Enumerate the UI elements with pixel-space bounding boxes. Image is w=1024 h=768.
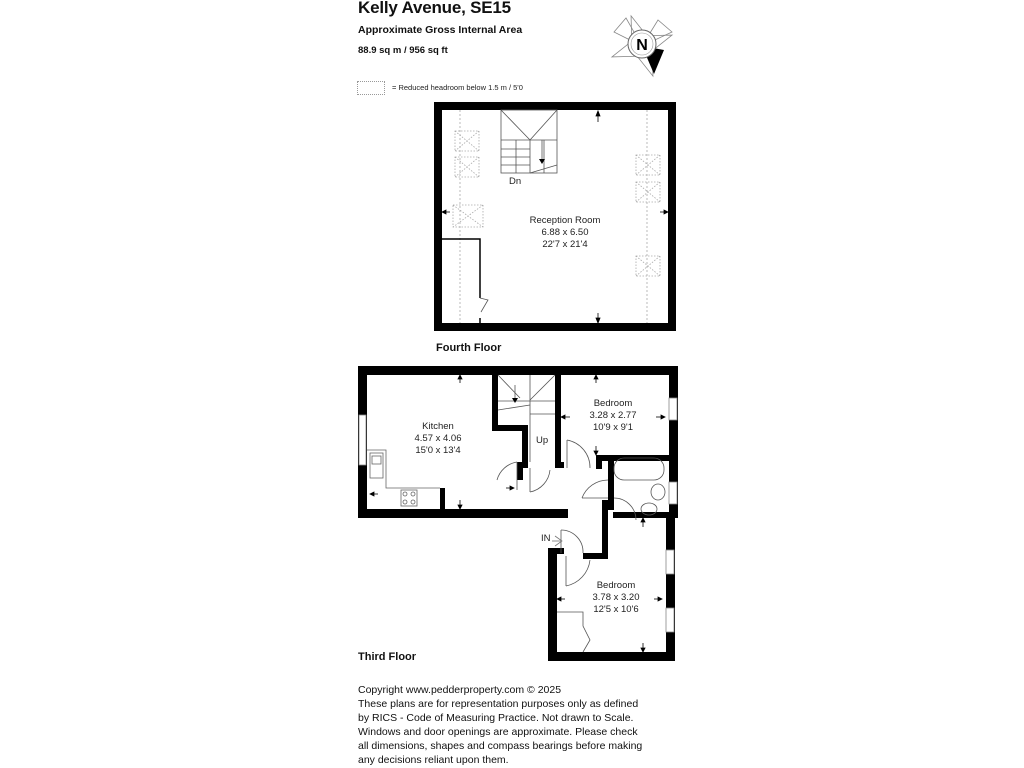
room-bedroom-2 xyxy=(576,580,656,616)
area-subtitle: Approximate Gross Internal Area xyxy=(358,24,523,36)
copyright-disclaimer xyxy=(358,683,698,767)
room-metric: 3.78 x 3.20 xyxy=(592,592,640,603)
room-name: Kitchen xyxy=(422,421,454,432)
stairs-up-label: Up xyxy=(536,435,549,446)
room-name: Reception Room xyxy=(529,215,601,226)
room-name: Bedroom xyxy=(596,580,636,591)
disclaimer-line: any decisions reliant upon them. xyxy=(358,754,509,766)
property-title: Kelly Avenue, SE15 xyxy=(358,0,511,17)
fourth-floor-label: Fourth Floor xyxy=(436,342,502,354)
copyright-line: Copyright www.pedderproperty.com © 2025 xyxy=(358,684,562,696)
room-imperial: 15'0 x 13'4 xyxy=(415,445,461,456)
room-metric: 6.88 x 6.50 xyxy=(541,227,589,238)
disclaimer-line: Windows and door openings are approximate. Please check xyxy=(358,726,638,738)
room-kitchen xyxy=(388,421,488,457)
room-imperial: 10'9 x 9'1 xyxy=(592,422,634,433)
room-bedroom-1 xyxy=(573,398,653,434)
headroom-legend-swatch xyxy=(357,81,385,95)
room-metric: 3.28 x 2.77 xyxy=(589,410,637,421)
disclaimer-line: by RICS - Code of Measuring Practice. Not drawn to Scale. xyxy=(358,712,634,724)
headroom-legend-text: = Reduced headroom below 1.5 m / 5'0 xyxy=(392,83,523,92)
third-floor-label: Third Floor xyxy=(358,651,417,663)
compass-north-label: N xyxy=(636,37,648,54)
stairs-down-label: Dn xyxy=(509,176,522,187)
room-reception xyxy=(510,215,620,251)
disclaimer-line: all dimensions, shapes and compass bearings before making xyxy=(358,740,643,752)
compass-icon xyxy=(606,10,678,82)
disclaimer-line: These plans are for representation purposes only as defined xyxy=(358,698,639,710)
room-imperial: 22'7 x 21'4 xyxy=(542,239,588,250)
entrance-label: IN xyxy=(541,533,551,544)
gross-area: 88.9 sq m / 956 sq ft xyxy=(358,45,448,56)
room-imperial: 12'5 x 10'6 xyxy=(593,604,639,615)
room-name: Bedroom xyxy=(593,398,633,409)
room-metric: 4.57 x 4.06 xyxy=(414,433,462,444)
